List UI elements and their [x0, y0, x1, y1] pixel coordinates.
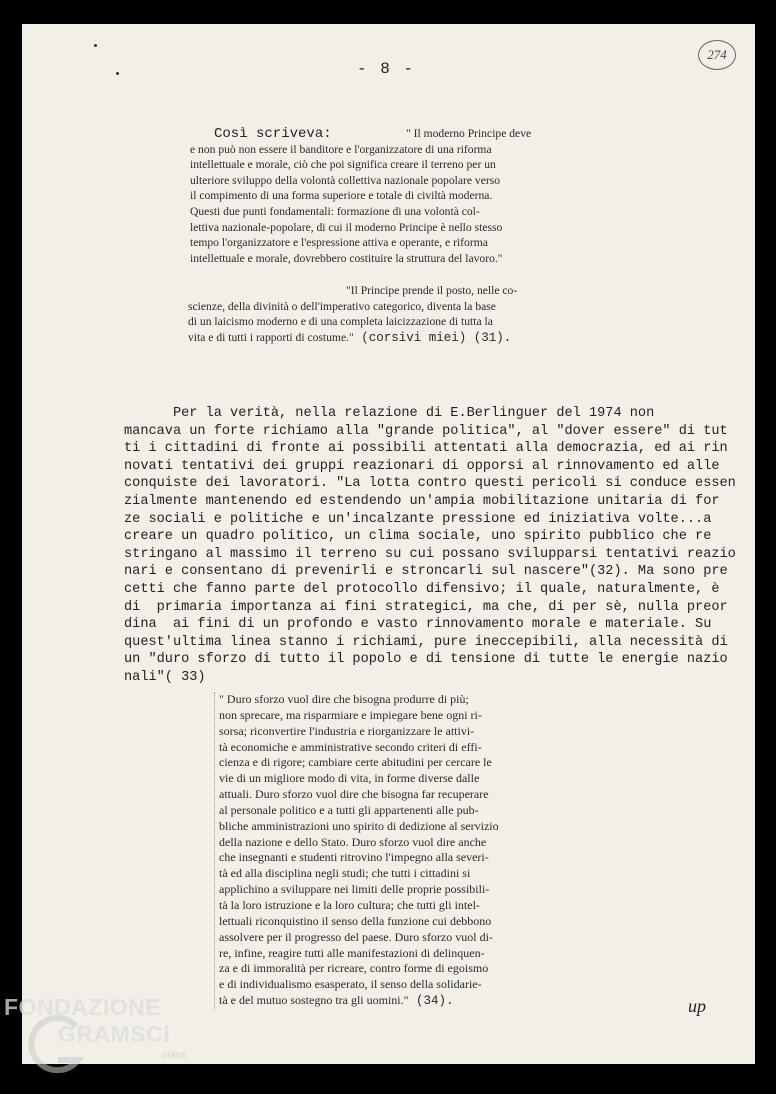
paragraph-line: ti i cittadini di fronte ai possibili attentati alla democrazia, ed ai rin — [124, 441, 728, 457]
citation-ref: (34). — [408, 994, 454, 1009]
quote-line: "Il Principe prende il posto, nelle co- — [346, 284, 518, 297]
paragraph-line: nari e consentano di prevenirli e stroncarli sul nascere"(32). Ma sono pre — [124, 564, 728, 580]
handwritten-initials: up — [688, 996, 706, 1016]
quote-line: tà la loro istruzione e la loro cultura; che tutti gli intel- — [219, 897, 480, 912]
paragraph-line: ze sociali e politiche e un'incalzante pressione ed iniziativa volte...a — [124, 511, 712, 527]
quote-clipping-gramsci-2 — [188, 283, 553, 346]
quote-line: za e di immoralità per ricreare, contro forme di egoismo — [219, 961, 489, 976]
watermark-g-logo-icon — [28, 1012, 88, 1094]
paragraph-line: dina ai fini di un profondo e vasto rinnovamento morale e materiale. Su — [124, 617, 712, 633]
quote-line: re, infine, reagire tutti alle manifestazioni di delinquen- — [219, 945, 485, 960]
quote-line: di un laicismo moderno e di una completa laicizzazione di tutta la — [188, 315, 493, 329]
fondazione-gramsci-watermark — [4, 994, 194, 1076]
watermark-line2: GRAMSCI — [58, 1021, 171, 1047]
quote-line: assolvere per il progresso del paese. Duro sforzo vuol di- — [219, 929, 493, 944]
paragraph-line: novati tentativi dei gruppi reazionari di opporsi al rinnovamento ed alle — [124, 458, 720, 474]
quote-line: sorsa; riconvertire l'industria e riorganizzare le attivi- — [219, 723, 475, 738]
paragraph-line: nali"( 33) — [124, 669, 206, 685]
quote-line: tà ed alla disciplina negli studi; che tutti i cittadini si — [219, 866, 471, 881]
paragraph-line: quest'ultima linea stanno i richiami, pure ineccepibili, alla necessità di — [124, 634, 728, 650]
intro-label: Così scriveva: — [214, 126, 332, 142]
paragraph-line: stringano al massimo il terreno su cui possano svilupparsi tentativi reazio — [124, 546, 736, 562]
archive-number: 274 — [698, 40, 736, 70]
speck — [116, 72, 119, 75]
quote-line-text: tà e del mutuo sostegno tra gli uomini." — [219, 993, 409, 1008]
watermark-line3: onlus — [162, 1050, 186, 1061]
paragraph-line: zialmente mantenendo ed estendendo un'ampia mobilitazione unitaria di for — [124, 493, 720, 509]
paragraph-line: cetti che fanno parte del protocollo difensivo; il quale, naturalmente, è — [124, 581, 720, 597]
quote-line: e di individualismo esasperato, il senso della solidarie- — [219, 977, 482, 992]
paragraph-line: di primaria importanza ai fini strategici, ma che, di per sè, nulla preor — [124, 599, 728, 615]
paragraph-line: conquiste dei lavoratori. "La lotta contro questi pericoli si conduce essen — [124, 476, 736, 492]
quote-line: e non può non essere il banditore e l'organizzatore di una riforma — [190, 142, 492, 156]
quote-line: attuali. Duro sforzo vuol dire che bisogna far recuperare — [219, 787, 489, 802]
quote-line: Questi due punti fondamentali: formazione di una volontà col- — [190, 204, 480, 218]
speck — [94, 44, 97, 47]
quote-line: intellettuale e morale, dovrebbero costituire la struttura del lavoro." — [190, 251, 503, 265]
paragraph-line: creare un quadro politico, un clima sociale, uno spirito pubblico che re — [124, 529, 712, 545]
paragraph-line: Per la verità, nella relazione di E.Berlinguer del 1974 non — [124, 406, 655, 421]
quote-line: intellettuale e morale, ciò che poi significa creare il terreno per un — [190, 158, 496, 172]
quote-line: tà economiche e amministrative secondo criteri di effi- — [219, 739, 482, 754]
quote-line: il compimento di una forma superiore e totale di civiltà moderna. — [190, 189, 493, 203]
quote-line: applichino a sviluppare nei limiti delle proprie possibili- — [219, 882, 490, 897]
watermark-line1: FONDAZIONE — [4, 994, 162, 1020]
quote-line: bliche amministrazioni uno spirito di dedizione al servizio — [219, 818, 499, 833]
quote-line: lettiva nazionale-popolare, di cui il moderno Principe è nello stesso — [190, 220, 503, 234]
quote-line: " Duro sforzo vuol dire che bisogna produrre di più; — [219, 692, 469, 706]
quote-clipping-gramsci-1 — [190, 126, 558, 266]
paragraph-line: mancava un forte richiamo alla "grande politica", al "dover essere" di tut — [124, 423, 728, 439]
quote-line: non sprecare, ma risparmiare e impiegare bene ogni ri- — [219, 707, 482, 722]
quote-line: al personale politico e a tutti gli appartenenti alle pub- — [219, 802, 479, 817]
paragraph-line: un "duro sforzo di tutto il popolo e di tensione di tutte le energie nazio — [124, 652, 728, 668]
quote-line-text: vita e di tutti i rapporti di costume." — [188, 330, 354, 344]
quote-line: della nazione e dello Stato. Duro sforzo vuol dire anche — [219, 834, 487, 849]
quote-line: ulteriore sviluppo della volontà collettiva nazionale popolare verso — [190, 173, 501, 187]
quote-line: tempo l'organizzatore e l'espressione attiva e operante, e riforma — [190, 236, 488, 250]
page-number: - 8 - — [357, 60, 416, 78]
quote-line: cienza e di rigore; cambiare certe abitudini per cercare le — [219, 755, 492, 770]
quote-line: che insegnanti e studenti ritrovino l'impegno alla severi- — [219, 850, 489, 865]
quote-line-last — [188, 330, 553, 347]
quote-line: vie di un migliore modo di vita, in forme diverse dalle — [219, 771, 480, 786]
quote-clipping-berlinguer — [214, 692, 529, 1010]
main-paragraph — [124, 405, 736, 687]
quote-line: lettuali riconquistino il senso della funzione cui debbono — [219, 913, 492, 928]
citation-ref: (corsivi miei) (31). — [353, 330, 512, 345]
quote-line: scienze, della divinità o dell'imperativo categorico, diventa la base — [188, 299, 496, 313]
quote-line-last — [219, 993, 529, 1010]
quote-line: " Il moderno Principe deve — [406, 127, 532, 140]
